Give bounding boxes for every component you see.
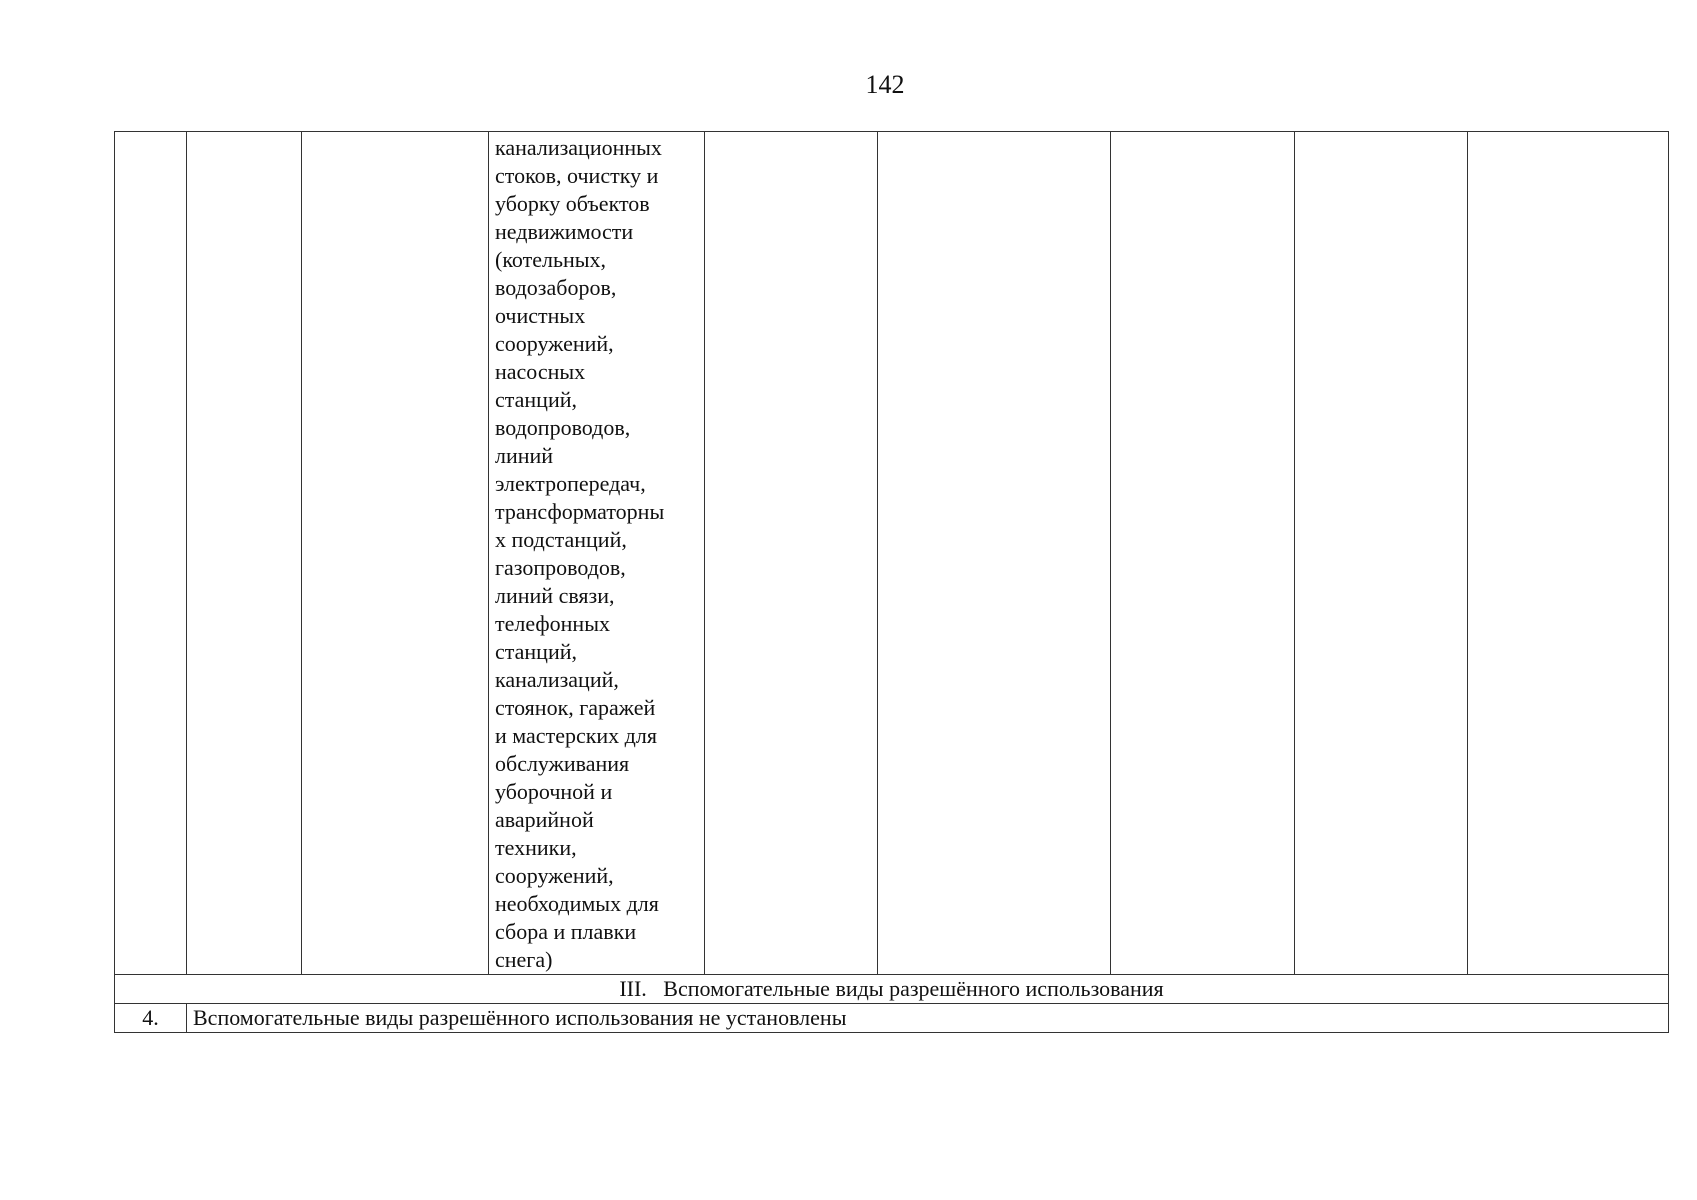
table-cell-empty	[705, 132, 878, 975]
section-heading: III. Вспомогательные виды разрешённого использования	[115, 975, 1669, 1004]
description-line: очистных	[495, 303, 586, 328]
table-cell-number	[115, 132, 187, 975]
description-line: линий связи,	[495, 583, 615, 608]
description-line: необходимых для	[495, 891, 659, 916]
description-line: водозаборов,	[495, 275, 617, 300]
table-cell-code	[187, 132, 302, 975]
description-line: канализаций,	[495, 667, 619, 692]
description-line: сооружений,	[495, 331, 614, 356]
table-cell-empty	[878, 132, 1111, 975]
description-line: канализационных	[495, 135, 662, 160]
description-line: насосных	[495, 359, 586, 384]
description-line: стоянок, гаражей	[495, 695, 656, 720]
description-line: телефонных	[495, 611, 610, 636]
table-row	[115, 1004, 1669, 1033]
description-line: аварийной	[495, 807, 594, 832]
description-line: и мастерских для	[495, 723, 657, 748]
table-cell-description	[489, 132, 705, 975]
zoning-table	[114, 131, 1669, 1033]
table-cell-empty	[1468, 132, 1669, 975]
description-line: снега)	[495, 947, 553, 972]
description-line: сооружений,	[495, 863, 614, 888]
description-line: (котельных,	[495, 247, 607, 272]
table-cell-name	[302, 132, 489, 975]
description-line: стоков, очистку и	[495, 163, 659, 188]
description-line: уборку объектов	[495, 191, 650, 216]
description-line: станций,	[495, 639, 578, 664]
description-line: газопроводов,	[495, 555, 626, 580]
description-line: х подстанций,	[495, 527, 627, 552]
description-line: техники,	[495, 835, 577, 860]
description-line: станций,	[495, 387, 578, 412]
table-row-section-heading	[115, 975, 1669, 1004]
description-line: электропередач,	[495, 471, 646, 496]
row-number: 4.	[115, 1004, 187, 1033]
table-row-continuation	[115, 132, 1669, 975]
description-line: линий	[495, 443, 554, 468]
row-note: Вспомогательные виды разрешённого использования не установлены	[187, 1004, 1669, 1033]
page-number: 142	[865, 70, 905, 99]
description-line: трансформаторны	[495, 499, 665, 524]
description-line: водопроводов,	[495, 415, 631, 440]
table-cell-empty	[1111, 132, 1295, 975]
table-cell-empty	[1295, 132, 1468, 975]
description-line: обслуживания	[495, 751, 630, 776]
description-line: недвижимости	[495, 219, 634, 244]
description-line: сбора и плавки	[495, 919, 637, 944]
description-line: уборочной и	[495, 779, 613, 804]
